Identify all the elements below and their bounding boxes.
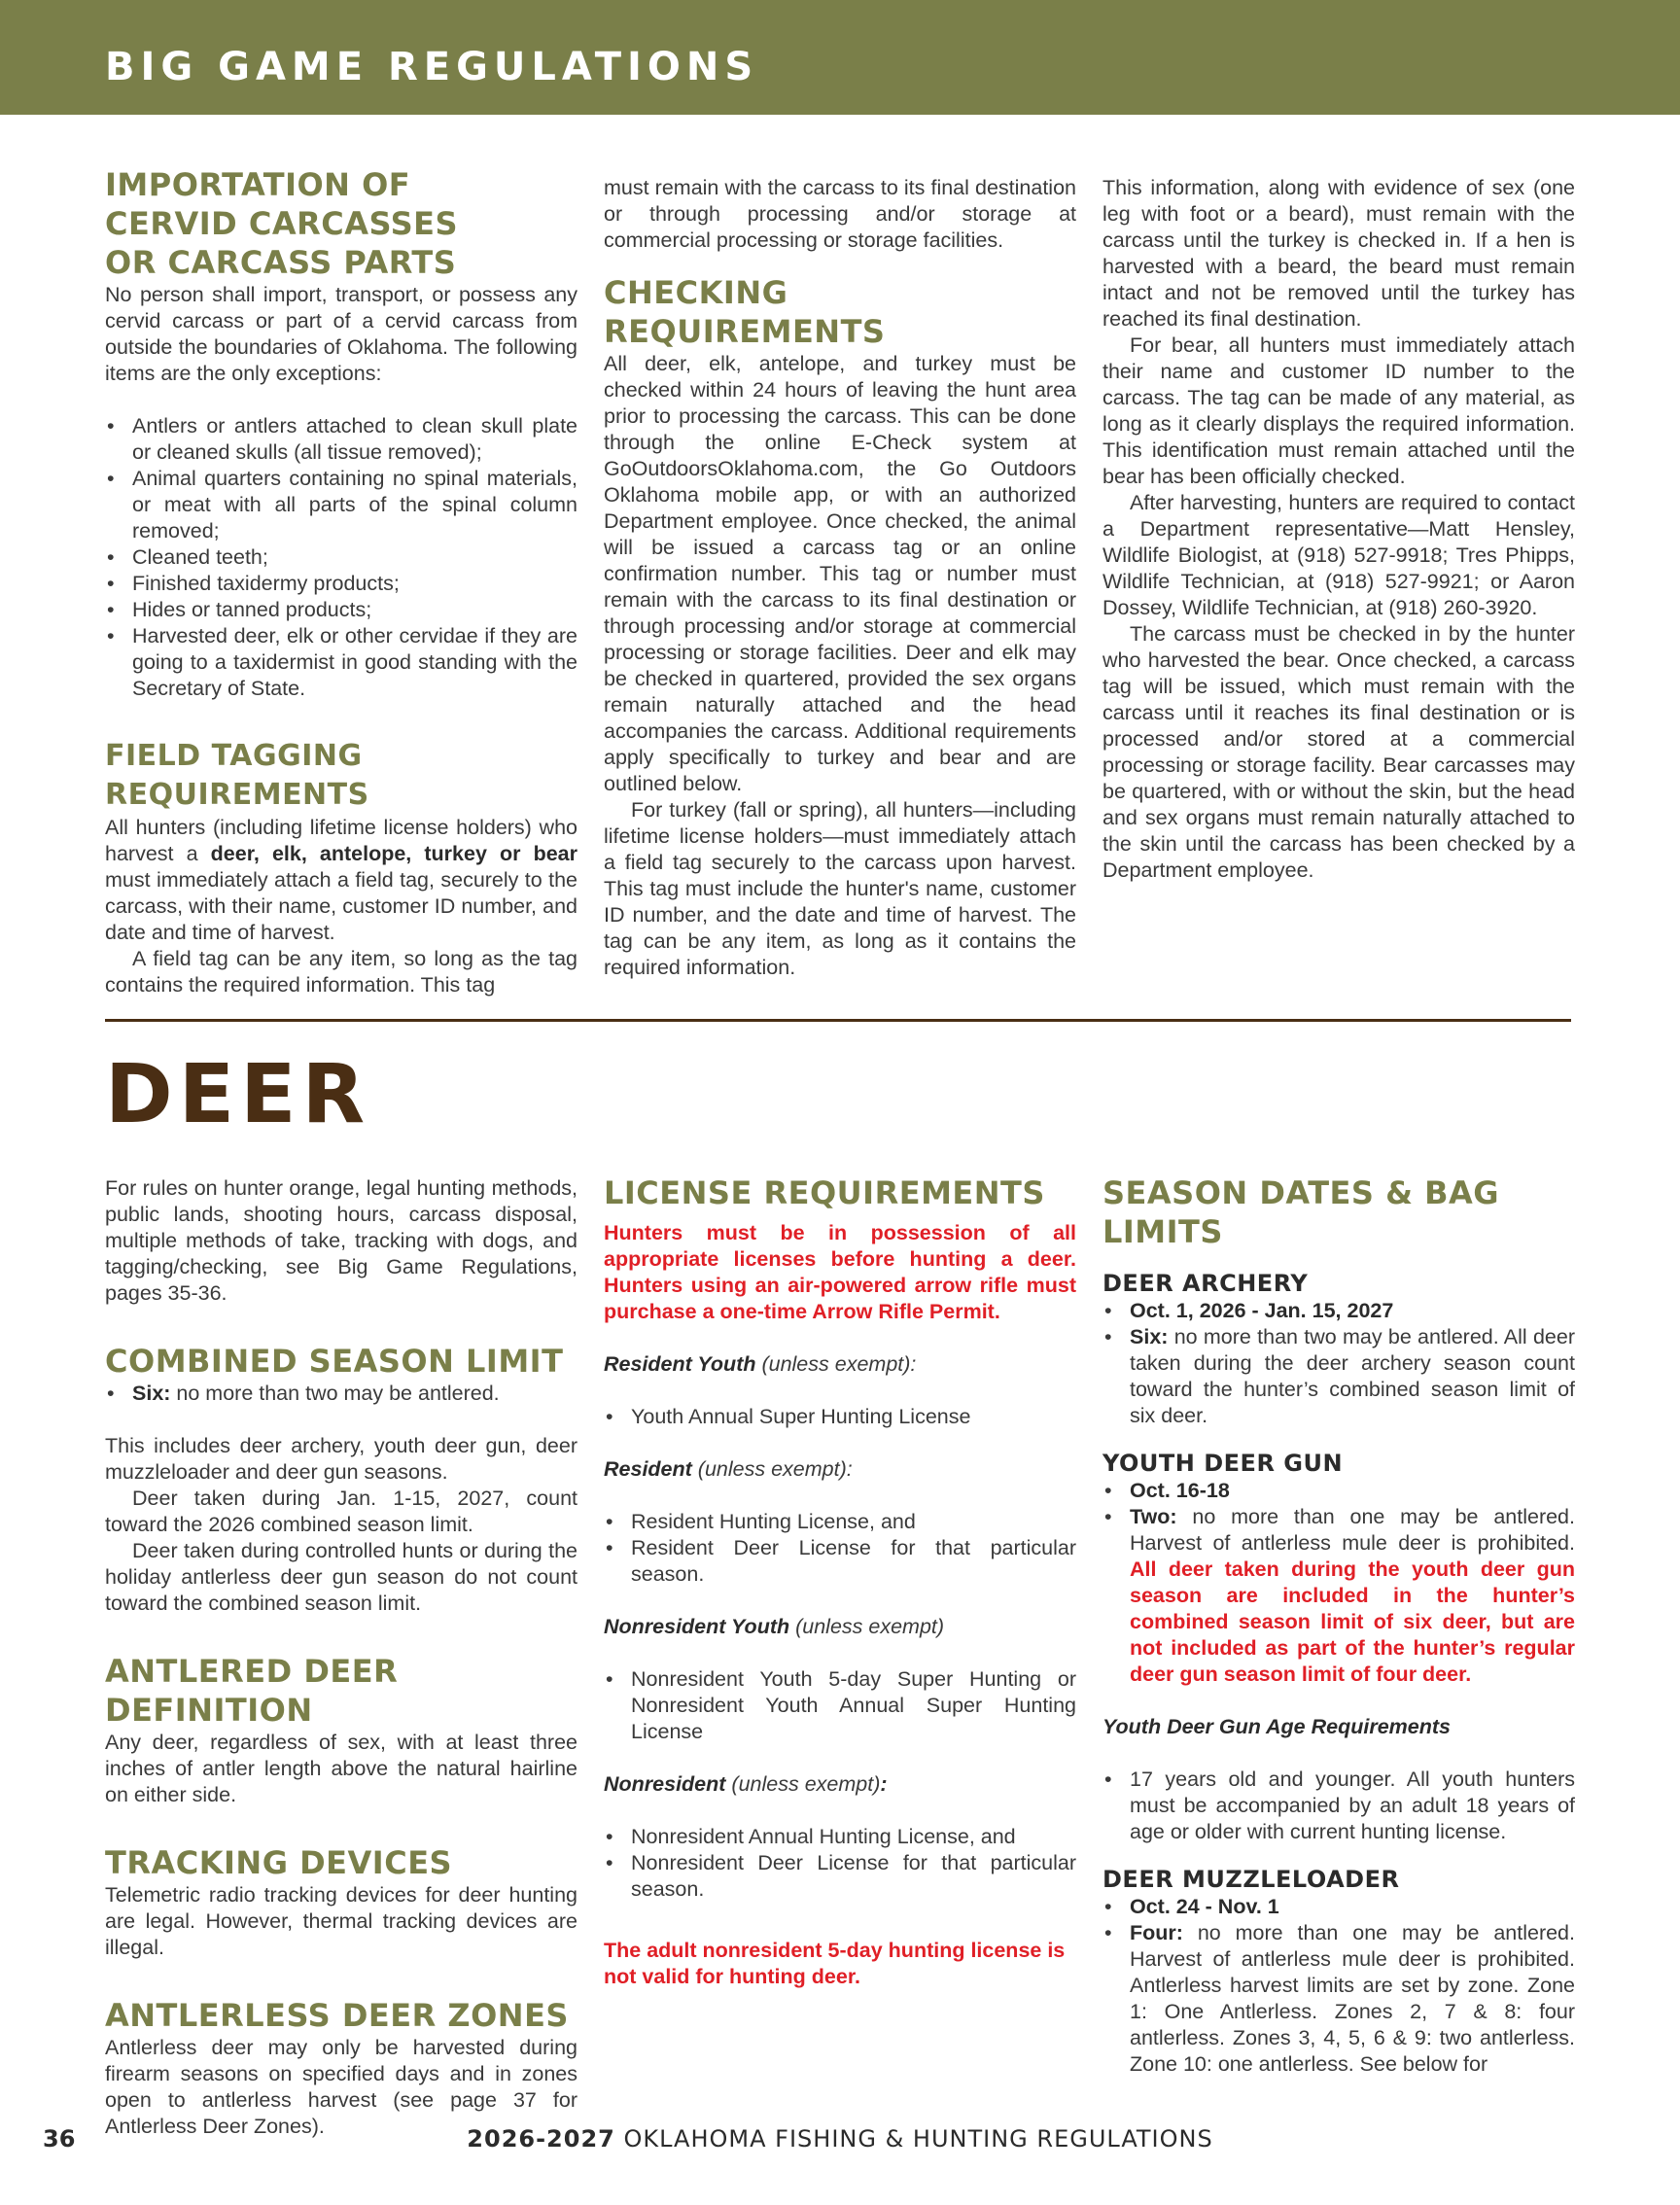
list-item bbox=[105, 1381, 578, 1407]
list-item: • 17 years old and younger. All youth hunters must be accompanied by an adult 18 years of age or older with current hunting license. bbox=[1102, 1767, 1575, 1845]
combined-text-1: This includes deer archery, youth deer gun, deer muzzleloader and deer gun seasons. bbox=[105, 1434, 578, 1484]
field-tagging-heading: FIELD TAGGING REQUIREMENTS bbox=[105, 739, 369, 812]
label-bold: Resident bbox=[604, 1457, 692, 1481]
list-item: • Cleaned teeth; bbox=[105, 544, 578, 571]
field-tagging-text-2: A field tag can be any item, so long as the tag contains the required information. This tag bbox=[105, 947, 578, 997]
label-note: (unless exempt): bbox=[755, 1352, 917, 1376]
bear-text-3: The carcass must be checked in by the hunter who harvested the bear. Once checked, a carcass tag will be issued, which must remain with the carcass until it reaches its final destination or is processed and/or stored at a commercial processing or storage facility. Bear carcasses may be quartered, with or without the skin, but the head and sex organs must remain naturally attached to the skin until the carcass has been checked by a Department employee. bbox=[1102, 622, 1575, 882]
import-heading-line-2: CERVID CARCASSES bbox=[105, 205, 459, 242]
import-heading-line-3: OR CARCASS PARTS bbox=[105, 244, 457, 281]
archery-heading: DEER ARCHERY bbox=[1102, 1270, 1309, 1297]
list-item: • Resident Deer License for that particular season. bbox=[604, 1535, 1076, 1588]
youth-gun-heading: YOUTH DEER GUN bbox=[1102, 1450, 1344, 1477]
nonresident-label bbox=[604, 1771, 1076, 1798]
field-text-a: All hunters (including lifetime license holders) who harvest a bbox=[105, 816, 578, 865]
bear-text-2: After harvesting, hunters are required to contact a Department representative—Matt Hensley, Wildlife Biologist, at (918) 527-9918; Tres Phipps, Wildlife Technician, at (918) 527-9921; or Aaron Dossey, Wildlife Technician, at (918) 260-3920. bbox=[1102, 491, 1575, 619]
label-note: (unless exempt) bbox=[789, 1615, 945, 1638]
import-exceptions-list bbox=[105, 413, 578, 702]
turkey-text: This information, along with evidence of sex (one leg with foot or a beard), must remain with the carcass until the turkey is checked in. If a hen is harvested with a beard, the beard must remain intact and not be removed until the turkey has reached its final destination. bbox=[1102, 176, 1575, 331]
license-heading: LICENSE REQUIREMENTS bbox=[604, 1174, 1045, 1211]
resident-youth-label bbox=[604, 1351, 1076, 1378]
page-number: 36 bbox=[43, 2125, 76, 2152]
footer-title bbox=[0, 2125, 1680, 2152]
season-dates: Oct. 1, 2026 - Jan. 15, 2027 bbox=[1130, 1299, 1394, 1322]
deer-column-3 bbox=[1102, 1173, 1575, 2078]
combined-text-3: Deer taken during controlled hunts or during the holiday antlerless deer gun season do not count toward the combined season limit. bbox=[105, 1539, 578, 1615]
archery-list bbox=[1102, 1298, 1575, 1429]
nonresident-warning: The adult nonresident 5-day hunting license is not valid for hunting deer. bbox=[604, 1939, 1066, 1988]
continued-text: must remain with the carcass to its final destination or through processing and/or storage at commercial processing or storage facilities. bbox=[604, 176, 1076, 252]
license-warning: Hunters must be in possession of all appropriate licenses before hunting a deer. Hunters using an air-powered arrow rifle must purchase a one-time Arrow Rifle Permit. bbox=[604, 1221, 1076, 1323]
resident-youth-list bbox=[604, 1404, 1076, 1430]
bullet-text: no more than two may be antlered. bbox=[170, 1382, 500, 1405]
label-bold: Resident Youth bbox=[604, 1352, 756, 1376]
top-column-1 bbox=[105, 165, 578, 998]
youth-age-list bbox=[1102, 1767, 1575, 1845]
list-item: • Nonresident Annual Hunting License, and bbox=[604, 1824, 1076, 1850]
combined-limit-list bbox=[105, 1381, 578, 1407]
list-item: • Hides or tanned products; bbox=[105, 597, 578, 623]
field-tagging-text bbox=[105, 815, 578, 946]
list-item: • Antlers or antlers attached to clean skull plate or cleaned skulls (all tissue removed); bbox=[105, 413, 578, 466]
label-bold: Nonresident bbox=[604, 1772, 726, 1796]
import-heading-line-1: IMPORTATION OF bbox=[105, 166, 411, 203]
checking-text-2: For turkey (fall or spring), all hunters—including lifetime license holders—must immediately attach a field tag securely to the carcass upon harvest. This tag must include the hunter's name, customer ID number, and the date and time of harvest. The tag can be any item, as long as it contains the required information. bbox=[604, 798, 1076, 979]
list-item bbox=[1102, 1504, 1575, 1688]
resident-label bbox=[604, 1456, 1076, 1483]
checking-text-1: All deer, elk, antelope, and turkey must be checked within 24 hours of leaving the hunt area prior to processing the carcass. This can be done through the online E-Check system at GoOutdoorsOklahoma.com, the Go Outdoors Oklahoma mobile app, or with an authorized Department employee. Once checked, the animal will be issued a carcass tag or an online confirmation number. This tag or number must remain with the carcass to its final destination or through processing and/or storage at commercial processing or storage facilities. Deer and elk may be checked in quartered, provided the sex organs remain naturally attached and the head accompanies the carcass. Additional requirements apply specifically to turkey and bear and are outlined below. bbox=[604, 352, 1076, 795]
season-heading: SEASON DATES & BAG LIMITS bbox=[1102, 1174, 1500, 1250]
top-column-3 bbox=[1102, 175, 1575, 884]
deer-column-2 bbox=[604, 1173, 1076, 1990]
muzzleloader-list bbox=[1102, 1894, 1575, 2078]
nonresident-youth-label bbox=[604, 1614, 1076, 1640]
import-text: No person shall import, transport, or possess any cervid carcass or part of a cervid carcass from outside the boundaries of Oklahoma. The following items are the only exceptions: bbox=[105, 283, 578, 385]
antlerless-text: Antlerless deer may only be harvested during firearm seasons on specified days and in zones open to antlerless harvest (see page 37 for Antlerless Deer Zones). bbox=[105, 2036, 578, 2138]
section-title: BIG GAME REGULATIONS bbox=[105, 45, 759, 89]
youth-gun-list bbox=[1102, 1478, 1575, 1688]
bullet-warning: All deer taken during the youth deer gun season are included in the hunter’s combined season limit of six deer, but are not included as part of the hunter’s regular deer gun season limit of four deer. bbox=[1130, 1558, 1575, 1686]
list-item: • Nonresident Deer License for that particular season. bbox=[604, 1850, 1076, 1903]
season-dates: Oct. 16-18 bbox=[1130, 1479, 1230, 1502]
label-bold: Nonresident Youth bbox=[604, 1615, 790, 1638]
resident-list bbox=[604, 1509, 1076, 1588]
list-item bbox=[1102, 1298, 1575, 1324]
list-item bbox=[1102, 1920, 1575, 2078]
list-item: • Finished taxidermy products; bbox=[105, 571, 578, 597]
footer-years: 2026-2027 bbox=[467, 2125, 615, 2152]
label-colon: : bbox=[880, 1772, 888, 1796]
muzzleloader-heading: DEER MUZZLELOADER bbox=[1102, 1866, 1400, 1893]
deer-intro: For rules on hunter orange, legal hunting methods, public lands, shooting hours, carcass disposal, multiple methods of take, tracking with dogs, and tagging/checking, see Big Game Regulations, pages 35-36. bbox=[105, 1176, 578, 1305]
tracking-heading: TRACKING DEVICES bbox=[105, 1844, 453, 1881]
list-item bbox=[1102, 1478, 1575, 1504]
combined-text-2: Deer taken during Jan. 1-15, 2027, count toward the 2026 combined season limit. bbox=[105, 1487, 578, 1536]
field-text-bold: deer, elk, antelope, turkey or bear bbox=[210, 842, 578, 865]
youth-age-heading: Youth Deer Gun Age Requirements bbox=[1102, 1715, 1451, 1738]
field-text-b: must immediately attach a field tag, securely to the carcass, with their name, customer ID number, and date and time of harvest. bbox=[105, 868, 578, 944]
label-note: (unless exempt): bbox=[691, 1457, 853, 1481]
antlered-text: Any deer, regardless of sex, with at least three inches of antler length above the natural hairline on either side. bbox=[105, 1731, 578, 1806]
bullet-label: Four: bbox=[1130, 1921, 1183, 1944]
combined-limit-heading: COMBINED SEASON LIMIT bbox=[105, 1343, 564, 1380]
bullet-label: Six: bbox=[132, 1382, 171, 1405]
bullet-label: Six: bbox=[1130, 1325, 1169, 1348]
label-note: (unless exempt) bbox=[725, 1772, 881, 1796]
bullet-text: no more than one may be antlered. Harvest of antlerless mule deer is prohibited. bbox=[1130, 1505, 1575, 1555]
list-item: • Harvested deer, elk or other cervidae if they are going to a taxidermist in good standing with the Secretary of State. bbox=[105, 623, 578, 702]
list-item: • Animal quarters containing no spinal materials, or meat with all parts of the spinal column removed; bbox=[105, 466, 578, 544]
footer-publication: OKLAHOMA FISHING & HUNTING REGULATIONS bbox=[614, 2125, 1213, 2152]
bullet-text: no more than one may be antlered. Harvest of antlerless mule deer is prohibited. Antlerless harvest limits are set by zone. Zone 1: One Antlerless. Zones 2, 7 & 8: four antlerless. Zones 3, 4, 5, 6 & 9: two antlerless. Zone 10: one antlerless. See below for bbox=[1130, 1921, 1575, 2076]
list-item: • Nonresident Youth 5-day Super Hunting or Nonresident Youth Annual Super Hunting License bbox=[604, 1666, 1076, 1745]
top-column-2 bbox=[604, 175, 1076, 981]
antlerless-heading: ANTLERLESS DEER ZONES bbox=[105, 1997, 569, 2034]
nonresident-youth-list bbox=[604, 1666, 1076, 1745]
list-item: • Youth Annual Super Hunting License bbox=[604, 1404, 1076, 1430]
bullet-text: no more than two may be antlered. All deer taken during the deer archery season count toward the hunter’s combined season limit of six deer. bbox=[1130, 1325, 1575, 1427]
antlered-heading: ANTLERED DEER DEFINITION bbox=[105, 1653, 399, 1729]
list-item: • Resident Hunting License, and bbox=[604, 1509, 1076, 1535]
checking-heading: CHECKING REQUIREMENTS bbox=[604, 274, 886, 350]
list-item bbox=[1102, 1894, 1575, 1920]
deer-title: DEER bbox=[105, 1046, 371, 1141]
deer-column-1 bbox=[105, 1175, 578, 2140]
header-banner bbox=[0, 0, 1680, 115]
bullet-label: Two: bbox=[1130, 1505, 1177, 1528]
tracking-text: Telemetric radio tracking devices for deer hunting are legal. However, thermal tracking devices are illegal. bbox=[105, 1883, 578, 1959]
nonresident-list bbox=[604, 1824, 1076, 1903]
list-item bbox=[1102, 1324, 1575, 1429]
section-divider bbox=[105, 1019, 1571, 1022]
season-dates: Oct. 24 - Nov. 1 bbox=[1130, 1895, 1279, 1918]
bear-text-1: For bear, all hunters must immediately attach their name and customer ID number to the carcass. The tag can be made of any material, as long as it clearly displays the required information. This identification must remain attached until the bear has been officially checked. bbox=[1102, 333, 1575, 488]
